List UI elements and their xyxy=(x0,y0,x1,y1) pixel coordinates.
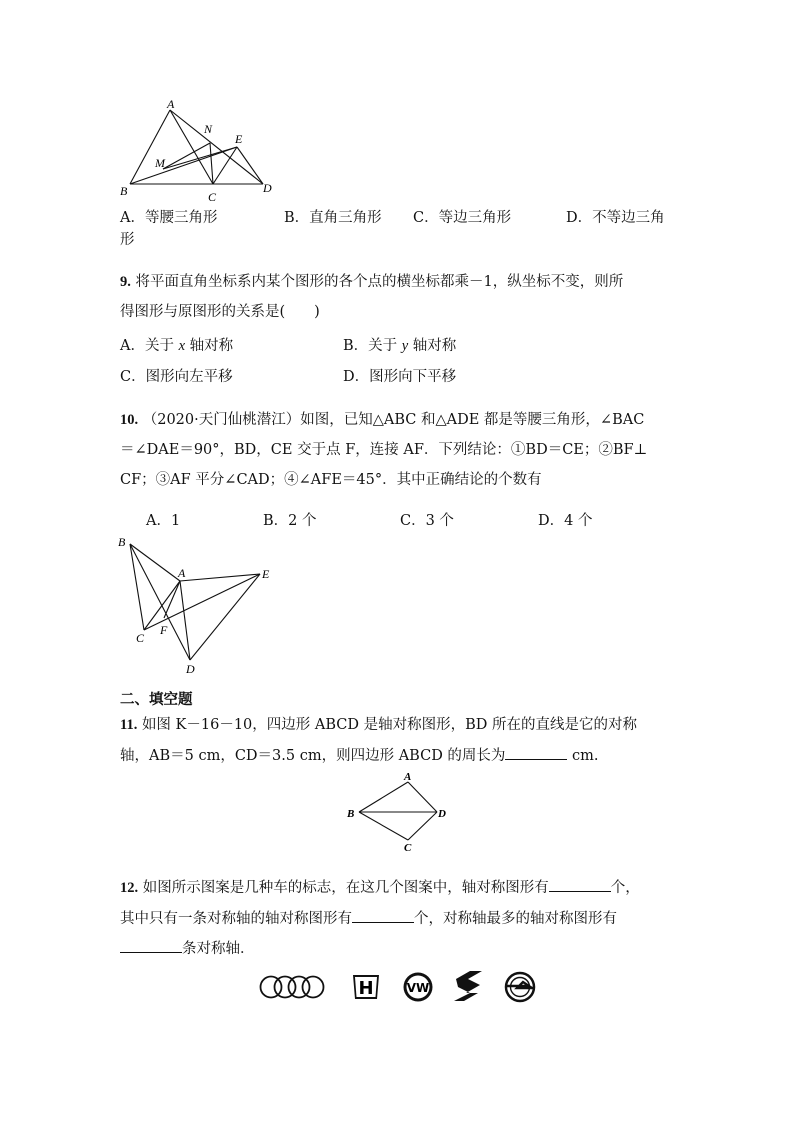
q11-text-2: 轴，AB＝5 cm，CD＝3.5 cm，则四边形 ABCD 的周长为 xyxy=(120,748,506,764)
fig8-label-m: M xyxy=(155,156,165,170)
q9-option-b-pre: B．关于 xyxy=(343,338,402,354)
q10-option-a[interactable]: A．1 xyxy=(146,513,181,529)
q9-text-1: 将平面直角坐标系内某个图形的各个点的横坐标都乘－1，纵坐标不变，则所 xyxy=(135,274,624,290)
q10-line3: CF；③AF 平分∠CAD；④∠AFE＝45°．其中正确结论的个数有 xyxy=(120,472,542,488)
q8-option-c[interactable]: C．等边三角形 xyxy=(413,210,512,226)
suzuki-logo xyxy=(452,969,486,1003)
q10-figure xyxy=(112,530,287,678)
q10-option-c[interactable]: C．3 个 xyxy=(400,513,454,529)
q9-option-a-post: 轴对称 xyxy=(185,338,234,354)
fig8-label-e: E xyxy=(235,132,243,146)
q12-answer-blank-3[interactable] xyxy=(120,938,182,953)
q8-option-b[interactable]: B．直角三角形 xyxy=(284,210,382,226)
honda-letter: H xyxy=(358,978,374,999)
q8-figure xyxy=(115,95,285,205)
q8-option-a[interactable]: A．等腰三角形 xyxy=(120,210,218,226)
honda-logo xyxy=(350,972,382,1002)
q9-option-a-pre: A．关于 xyxy=(120,338,179,354)
fig11-label-a: A xyxy=(404,771,412,783)
q12-text-3: 条对称轴． xyxy=(182,941,255,957)
fig10-label-b: B xyxy=(118,535,126,549)
q11-line2 xyxy=(120,745,599,766)
q8-option-d[interactable]: D．不等边三角 xyxy=(566,210,665,226)
q9-option-b-var: y xyxy=(401,338,409,354)
q12-text-1: 如图所示图案是几种车的标志，在这几个图案中，轴对称图形有 xyxy=(142,880,549,896)
q12-answer-blank-2[interactable] xyxy=(352,908,414,923)
fig8-label-d: D xyxy=(263,181,272,195)
fig8-label-a: A xyxy=(167,97,175,111)
vw-letters: VW xyxy=(406,981,430,995)
fig8-label-c: C xyxy=(208,190,217,204)
audi-logo xyxy=(258,974,328,1000)
q12-line3 xyxy=(120,938,255,959)
fig10-label-d: D xyxy=(186,662,195,676)
q9-option-d[interactable]: D．图形向下平移 xyxy=(343,369,457,385)
fig11-label-b: B xyxy=(347,808,355,820)
fig8-label-b: B xyxy=(120,184,128,198)
q10-line2: ＝∠DAE＝90°，BD，CE 交于点 F，连接 AF．下列结论：①BD＝CE；②BF⊥ xyxy=(120,442,648,458)
q10-option-b[interactable]: B．2 个 xyxy=(263,513,317,529)
volkswagen-logo xyxy=(402,971,434,1003)
q9-line2: 得图形与原图形的关系是( ) xyxy=(120,304,320,320)
fig10-label-a: A xyxy=(178,566,186,580)
q11-answer-blank[interactable] xyxy=(505,745,567,760)
q9-line1 xyxy=(120,272,623,292)
opel-logo xyxy=(503,971,537,1003)
q10-line1 xyxy=(120,410,644,430)
q12-number: 12. xyxy=(120,880,139,896)
q9-option-a-var: x xyxy=(178,338,186,354)
q11-figure xyxy=(340,768,460,856)
fig11-label-d: D xyxy=(438,808,446,820)
fig10-label-f: F xyxy=(160,623,168,637)
q9-number: 9. xyxy=(120,274,131,290)
q10-option-d[interactable]: D．4 个 xyxy=(538,513,593,529)
fig10-label-c: C xyxy=(136,631,145,645)
q12-text-2: 其中只有一条对称轴的轴对称图形有 xyxy=(120,911,352,927)
q12-line1 xyxy=(120,877,640,898)
q11-unit: cm. xyxy=(567,748,599,764)
q11-number: 11. xyxy=(120,717,138,733)
q11-line1 xyxy=(120,715,637,735)
q11-text-1: 如图 K－16－10，四边形 ABCD 是轴对称图形，BD 所在的直线是它的对称 xyxy=(141,717,638,733)
fig11-label-c: C xyxy=(404,842,412,854)
q12-text-2b: 个，对称轴最多的轴对称图形有 xyxy=(414,911,617,927)
q12-answer-blank-1[interactable] xyxy=(549,877,611,892)
q12-text-1b: 个， xyxy=(610,880,640,896)
q12-line2 xyxy=(120,908,617,929)
q10-text-1: （2020·天门仙桃潜江）如图，已知△ABC 和△ADE 都是等腰三角形，∠BAC xyxy=(142,412,645,428)
q9-option-b[interactable] xyxy=(343,334,456,355)
q10-number: 10. xyxy=(120,412,139,428)
q9-option-a[interactable] xyxy=(120,334,233,355)
q8-option-d-wrap: 形 xyxy=(120,232,135,248)
fig10-label-e: E xyxy=(262,567,270,581)
q9-option-c[interactable]: C．图形向左平移 xyxy=(120,369,233,385)
fig8-label-n: N xyxy=(204,122,213,136)
section-title: 二、填空题 xyxy=(120,692,193,708)
q9-option-b-post: 轴对称 xyxy=(408,338,457,354)
